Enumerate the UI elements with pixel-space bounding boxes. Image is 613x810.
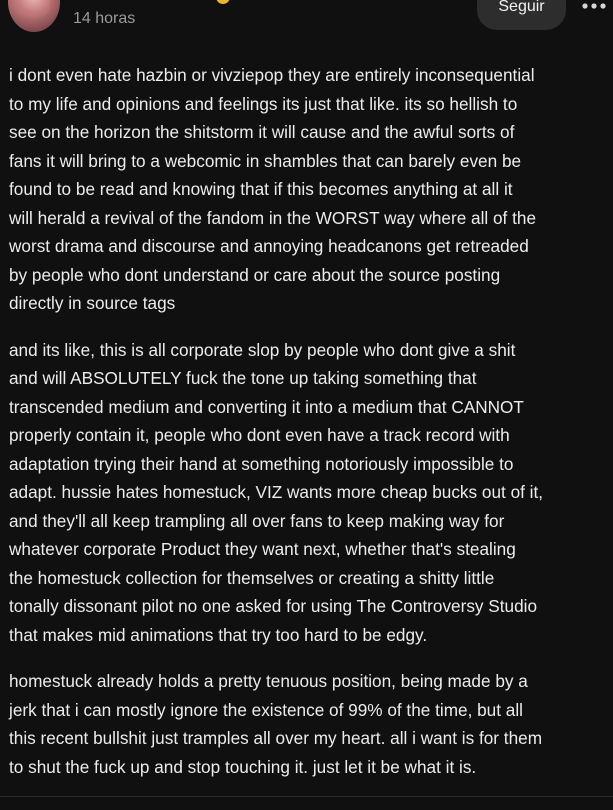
post-paragraph-2: and its like, this is all corporate slop by people who dont give a shit and will ABSOLUTELY fuck the tone up taking something that transcended medium and converting it into a medium that CANNOT properly contain it, people who dont even have a track record with adaptation trying their hand at something notoriously impossible to adapt. hussie hates homestuck, VIZ wants more cheap bucks out of it, and they'll all keep trampling all over fans to keep making way for whatever corporate Product they want next, whether that's stealing the homestuck collection for themselves or creating a shitty little tonally dissonant pilot no one asked for using The Controversy Studio that makes mid animations that try too hard to be edgy. bbox=[9, 339, 544, 645]
post-timestamp[interactable]: 14 horas bbox=[73, 10, 136, 27]
post-paragraph-3: homestuck already holds a pretty tenuous position, being made by a jerk that i can mostly ignore the existence of 99% of the time, but all this recent bullshit just tramples all over my heart. all i want is for them to shut the fuck up and stop touching it. just let it be what it is. bbox=[9, 671, 543, 777]
post-paragraph-1: i dont even hate hazbin or vivziepop they are entirely inconsequential to my life and opinions and feelings its just that like. its so hellish to see on the horizon the shitstorm it will cause and the awful sorts of fans it will bring to a webcomic in shambles that can barely even be found to be read and knowing that if this becomes anything at all it will herald a revival of the fandom in the WORST way where all of the worst drama and discourse and annoying headcanons get retreaded by people who dont understand or care about the source posting directly in source tags bbox=[9, 65, 537, 313]
post-body bbox=[9, 61, 613, 799]
divider bbox=[0, 796, 613, 797]
emoji-badge-icon bbox=[216, 0, 230, 4]
follow-button[interactable]: Seguir bbox=[477, 0, 566, 30]
more-options-icon[interactable] bbox=[580, 0, 608, 18]
avatar[interactable] bbox=[8, 0, 60, 32]
